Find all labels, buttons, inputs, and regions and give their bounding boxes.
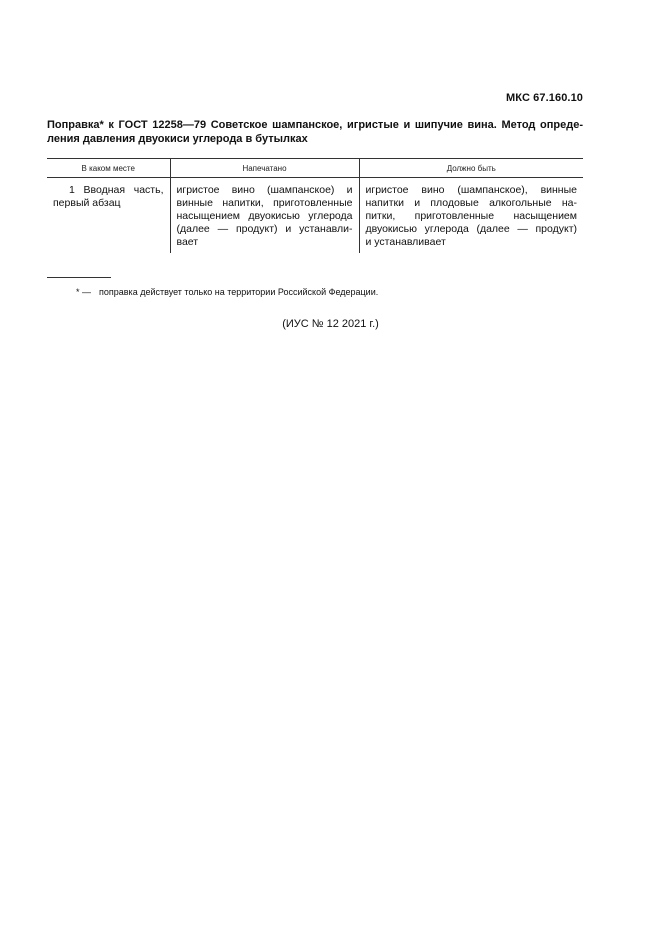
source-reference: (ИУС № 12 2021 г.)	[282, 318, 379, 330]
amendment-title	[47, 118, 583, 146]
cell-printed	[170, 178, 359, 254]
cell-line: 1 Вводная часть,	[69, 184, 164, 196]
column-header-should-be: Должно быть	[359, 159, 583, 178]
cell-line: двуокисью углерода (далее — продукт)	[365, 223, 577, 235]
cell-line: винные напитки, приготовленные	[176, 197, 353, 209]
cell-line: первый абзац	[53, 197, 121, 209]
column-header-printed: Напечатано	[170, 159, 359, 178]
footnote-mark: * —	[76, 287, 92, 297]
corrections-table	[47, 158, 583, 253]
cell-line: игристое вино (шампанское) и	[176, 184, 353, 196]
cell-should-be	[359, 178, 583, 254]
cell-place	[47, 178, 170, 254]
title-line-2: ления давления двуокиси углерода в бутылках	[47, 133, 308, 145]
cell-line: насыщением двуокисью углерода	[176, 210, 353, 222]
cell-line: игристое вино (шампанское), винные	[365, 184, 577, 196]
column-header-place: В каком месте	[47, 159, 170, 178]
cell-line: напитки и плодовые алкогольные на-	[365, 197, 577, 209]
cell-line: вает	[176, 236, 199, 248]
title-line-1: Поправка* к ГОСТ 12258—79 Советское шампанское, игристые и шипучие вина. Метод опреде-	[47, 119, 583, 131]
classification-code: МКС 67.160.10	[506, 92, 583, 104]
footnote-text: поправка действует только на территории Российской Федерации.	[99, 287, 379, 297]
cell-line: (далее — продукт) и устанавли-	[176, 223, 353, 235]
cell-line: и устанавливает	[365, 236, 446, 248]
footnote-divider	[47, 277, 111, 278]
table-row	[47, 178, 583, 254]
footnote	[76, 287, 378, 297]
cell-line: питки, приготовленные насыщением	[365, 210, 577, 222]
table-header-row	[47, 159, 583, 178]
